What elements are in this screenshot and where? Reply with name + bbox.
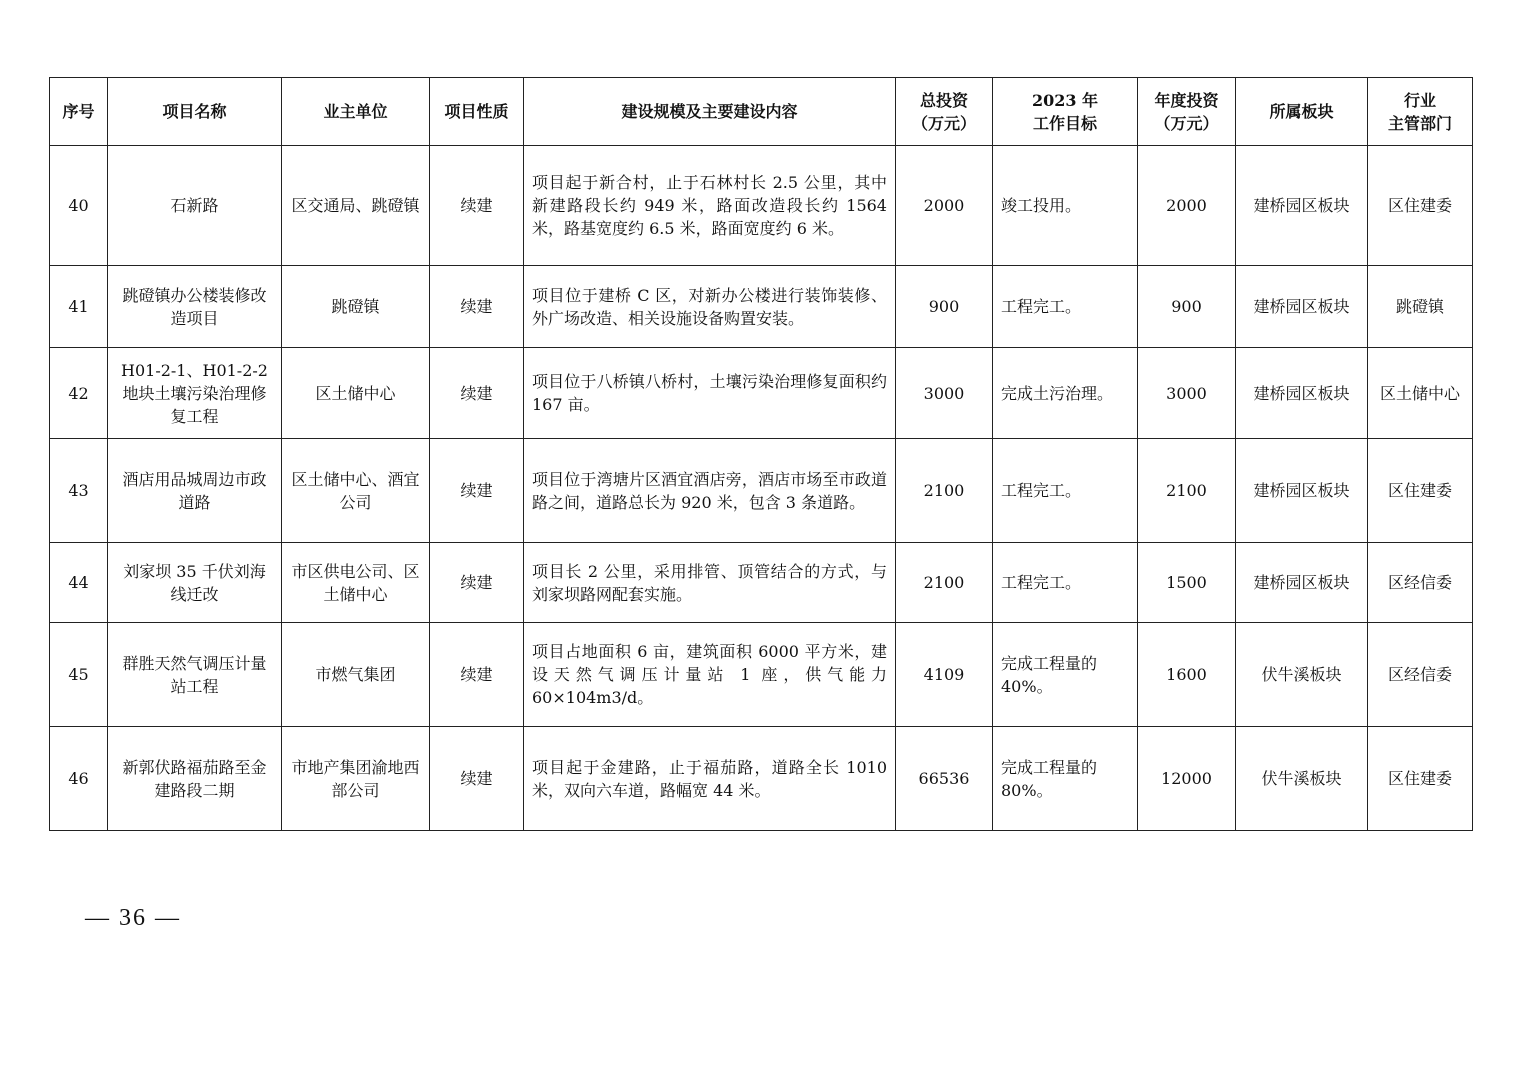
cell-owner: 区交通局、跳磴镇 bbox=[282, 146, 430, 266]
table-row bbox=[50, 543, 1473, 623]
cell-dept: 区住建委 bbox=[1368, 727, 1473, 831]
cell-dept: 区住建委 bbox=[1368, 439, 1473, 543]
cell-content: 项目长 2 公里，采用排管、顶管结合的方式，与刘家坝路网配套实施。 bbox=[524, 543, 896, 623]
header-annual-line1: 年度投资 bbox=[1154, 90, 1219, 110]
cell-owner: 市地产集团渝地西部公司 bbox=[282, 727, 430, 831]
cell-seq: 41 bbox=[50, 266, 108, 348]
cell-content: 项目位于建桥 C 区，对新办公楼进行装饰装修、外广场改造、相关设施设备购置安装。 bbox=[524, 266, 896, 348]
cell-owner: 市区供电公司、区土储中心 bbox=[282, 543, 430, 623]
cell-name: 新郭伏路福茄路至金建路段二期 bbox=[108, 727, 282, 831]
cell-sector: 建桥园区板块 bbox=[1236, 146, 1368, 266]
cell-seq: 44 bbox=[50, 543, 108, 623]
cell-annual: 1600 bbox=[1138, 623, 1236, 727]
cell-nature: 续建 bbox=[430, 543, 524, 623]
cell-goal: 工程完工。 bbox=[993, 439, 1138, 543]
cell-seq: 40 bbox=[50, 146, 108, 266]
cell-goal: 竣工投用。 bbox=[993, 146, 1138, 266]
header-goal-line1: 2023 年 bbox=[1031, 90, 1099, 110]
cell-sector: 建桥园区板块 bbox=[1236, 439, 1368, 543]
cell-dept: 区土储中心 bbox=[1368, 348, 1473, 439]
header-annual-line2: （万元） bbox=[1154, 113, 1219, 133]
header-goal bbox=[993, 78, 1138, 146]
header-owner: 业主单位 bbox=[282, 78, 430, 146]
cell-nature: 续建 bbox=[430, 727, 524, 831]
header-seq: 序号 bbox=[50, 78, 108, 146]
header-content: 建设规模及主要建设内容 bbox=[524, 78, 896, 146]
cell-owner: 市燃气集团 bbox=[282, 623, 430, 727]
header-total bbox=[896, 78, 993, 146]
cell-seq: 46 bbox=[50, 727, 108, 831]
cell-content: 项目起于金建路，止于福茄路，道路全长 1010 米，双向六车道，路幅宽 44 米。 bbox=[524, 727, 896, 831]
cell-sector: 建桥园区板块 bbox=[1236, 266, 1368, 348]
cell-total: 66536 bbox=[896, 727, 993, 831]
table-row bbox=[50, 266, 1473, 348]
cell-dept: 区经信委 bbox=[1368, 543, 1473, 623]
cell-annual: 2100 bbox=[1138, 439, 1236, 543]
cell-total: 2100 bbox=[896, 439, 993, 543]
cell-nature: 续建 bbox=[430, 266, 524, 348]
cell-annual: 2000 bbox=[1138, 146, 1236, 266]
cell-annual: 1500 bbox=[1138, 543, 1236, 623]
cell-dept: 区经信委 bbox=[1368, 623, 1473, 727]
cell-content: 项目起于新合村，止于石林村长 2.5 公里，其中新建路段长约 949 米，路面改造段长约 1564 米，路基宽度约 6.5 米，路面宽度约 6 米。 bbox=[524, 146, 896, 266]
cell-seq: 43 bbox=[50, 439, 108, 543]
cell-sector: 伏牛溪板块 bbox=[1236, 623, 1368, 727]
cell-goal: 完成工程量的 40%。 bbox=[993, 623, 1138, 727]
header-goal-line2: 工作目标 bbox=[1032, 113, 1097, 133]
header-total-line1: 总投资 bbox=[919, 90, 968, 110]
header-sector: 所属板块 bbox=[1236, 78, 1368, 146]
cell-total: 2100 bbox=[896, 543, 993, 623]
cell-owner: 区土储中心、酒宜公司 bbox=[282, 439, 430, 543]
header-nature: 项目性质 bbox=[430, 78, 524, 146]
page-number: — 36 — bbox=[85, 905, 181, 931]
cell-goal: 完成土污治理。 bbox=[993, 348, 1138, 439]
header-annual bbox=[1138, 78, 1236, 146]
cell-annual: 900 bbox=[1138, 266, 1236, 348]
cell-name: 跳磴镇办公楼装修改造项目 bbox=[108, 266, 282, 348]
header-dept-line2: 主管部门 bbox=[1387, 113, 1452, 133]
cell-total: 3000 bbox=[896, 348, 993, 439]
table-row bbox=[50, 439, 1473, 543]
cell-goal: 工程完工。 bbox=[993, 266, 1138, 348]
cell-name: H01-2-1、H01-2-2 地块土壤污染治理修复工程 bbox=[108, 348, 282, 439]
cell-sector: 建桥园区板块 bbox=[1236, 348, 1368, 439]
cell-sector: 伏牛溪板块 bbox=[1236, 727, 1368, 831]
table-row bbox=[50, 348, 1473, 439]
header-row bbox=[50, 78, 1473, 146]
header-dept-line1: 行业 bbox=[1403, 90, 1436, 110]
header-name: 项目名称 bbox=[108, 78, 282, 146]
table-row bbox=[50, 727, 1473, 831]
cell-owner: 区土储中心 bbox=[282, 348, 430, 439]
table-row bbox=[50, 623, 1473, 727]
cell-nature: 续建 bbox=[430, 348, 524, 439]
cell-content: 项目位于湾塘片区酒宜酒店旁，酒店市场至市政道路之间，道路总长为 920 米，包含 3 条道路。 bbox=[524, 439, 896, 543]
cell-nature: 续建 bbox=[430, 439, 524, 543]
cell-dept: 区住建委 bbox=[1368, 146, 1473, 266]
cell-content: 项目位于八桥镇八桥村，土壤污染治理修复面积约 167 亩。 bbox=[524, 348, 896, 439]
cell-total: 4109 bbox=[896, 623, 993, 727]
cell-total: 2000 bbox=[896, 146, 993, 266]
cell-dept: 跳磴镇 bbox=[1368, 266, 1473, 348]
cell-goal: 工程完工。 bbox=[993, 543, 1138, 623]
cell-name: 刘家坝 35 千伏刘海线迁改 bbox=[108, 543, 282, 623]
cell-seq: 45 bbox=[50, 623, 108, 727]
cell-name: 群胜天然气调压计量站工程 bbox=[108, 623, 282, 727]
cell-goal: 完成工程量的 80%。 bbox=[993, 727, 1138, 831]
cell-nature: 续建 bbox=[430, 623, 524, 727]
project-table bbox=[49, 77, 1473, 831]
cell-name: 酒店用品城周边市政道路 bbox=[108, 439, 282, 543]
cell-sector: 建桥园区板块 bbox=[1236, 543, 1368, 623]
header-dept bbox=[1368, 78, 1473, 146]
cell-name: 石新路 bbox=[108, 146, 282, 266]
cell-seq: 42 bbox=[50, 348, 108, 439]
cell-annual: 12000 bbox=[1138, 727, 1236, 831]
cell-annual: 3000 bbox=[1138, 348, 1236, 439]
table-row bbox=[50, 146, 1473, 266]
header-total-line2: （万元） bbox=[911, 113, 976, 133]
cell-total: 900 bbox=[896, 266, 993, 348]
cell-owner: 跳磴镇 bbox=[282, 266, 430, 348]
cell-nature: 续建 bbox=[430, 146, 524, 266]
cell-content: 项目占地面积 6 亩，建筑面积 6000 平方米，建设天然气调压计量站 1 座，供气能力 60×104m3/d。 bbox=[524, 623, 896, 727]
